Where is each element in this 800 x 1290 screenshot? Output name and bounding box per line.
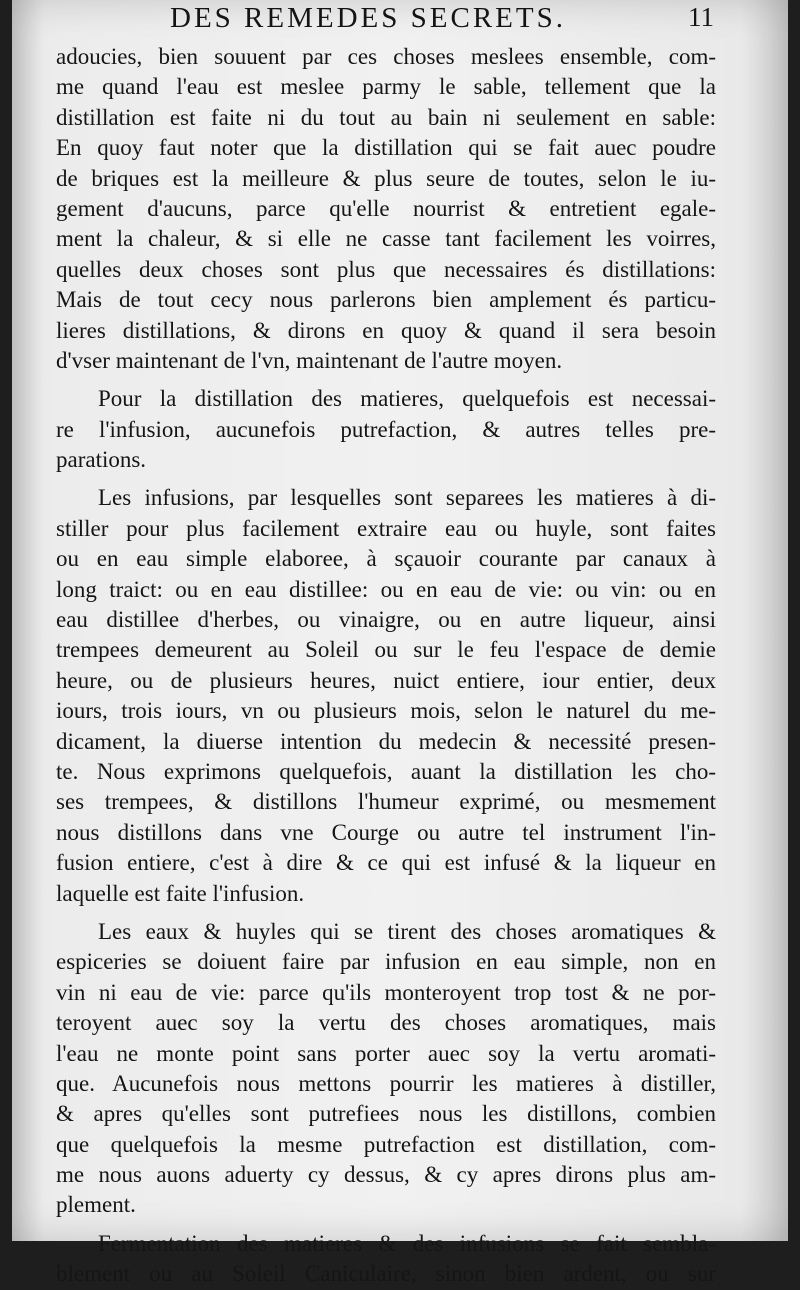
text-line: vin ni eau de vie: parce qu'ils monteroyent trop tost & ne por-: [56, 979, 716, 1005]
text-line: En quoy faut noter que la distillation qui se fait auec poudre: [56, 135, 716, 161]
page-number: 11: [688, 2, 714, 32]
text-line: ou en eau simple elaboree, à sçauoir courante par canaux à: [56, 546, 716, 572]
text-line: Fermentation des matieres & des infusions se fait sembla-: [98, 1230, 716, 1256]
paragraph: [56, 483, 716, 908]
text-line: iours, trois iours, vn ou plusieurs mois, selon le naturel du me-: [56, 698, 716, 724]
paragraph: [56, 42, 716, 376]
text-line: plement.: [56, 1192, 136, 1218]
text-line: te. Nous exprimons quelquefois, auant la distillation les cho-: [56, 758, 716, 784]
book-page: [12, 0, 788, 1287]
text-line: l'eau ne monte point sans porter auec soy la vertu aromati-: [56, 1040, 716, 1066]
text-line: parations.: [56, 447, 147, 473]
paragraph-gap: [56, 376, 716, 384]
text-line: adoucies, bien souuent par ces choses meslees ensemble, com-: [56, 44, 716, 69]
text-line: long traict: ou en eau distillee: ou en eau de vie: ou vin: ou en: [56, 576, 716, 602]
text-line: espiceries se doiuent faire par infusion en eau simple, non en: [56, 949, 716, 975]
text-line: fusion entiere, c'est à dire & ce qui est infusé & la liqueur en: [56, 850, 716, 876]
text-line: trempees demeurent au Soleil ou sur le feu l'espace de demie: [56, 637, 716, 663]
text-line: Pour la distillation des matieres, quelquefois est necessai-: [98, 386, 716, 412]
paragraph: [56, 917, 716, 1221]
text-line: Mais de tout cecy nous parlerons bien amplement és particu-: [56, 287, 716, 313]
text-line: heure, ou de plusieurs heures, nuict entiere, iour entier, deux: [56, 667, 716, 693]
paragraph-gap: [56, 909, 716, 917]
text-line: quelles deux choses sont plus que necessaires és distillations:: [56, 256, 716, 282]
text-line: me quand l'eau est meslee parmy le sable, tellement que la: [56, 74, 716, 100]
page-header: [12, 2, 788, 38]
text-line: Les infusions, par lesquelles sont separees les matieres à di-: [98, 485, 716, 511]
text-line: teroyent auec soy la vertu des choses aromatiques, mais: [56, 1010, 716, 1036]
text-line: nous distillons dans vne Courge ou autre tel instrument l'in-: [56, 819, 716, 845]
text-line: ses trempees, & distillons l'humeur exprimé, ou mesmement: [56, 789, 716, 815]
paragraph-gap: [56, 475, 716, 483]
text-line: & apres qu'elles sont putrefiees nous les distillons, combien: [56, 1101, 716, 1127]
text-line: re l'infusion, aucunefois putrefaction, & autres telles pre-: [56, 416, 716, 442]
text-line: ment la chaleur, & si elle ne casse tant facilement les voirres,: [56, 226, 716, 252]
text-line: blement ou au Soleil Caniculaire, sinon bien ardent, ou sur: [56, 1261, 716, 1287]
text-line: distillation est faite ni du tout au bain ni seulement en sable:: [56, 104, 716, 130]
text-line: lieres distillations, & dirons en quoy & quand il sera besoin: [56, 317, 716, 343]
text-line: stiller pour plus facilement extraire eau ou huyle, sont faites: [56, 515, 716, 541]
text-line: que. Aucunefois nous mettons pourrir les matieres à distiller,: [56, 1070, 716, 1096]
text-line: laquelle est faite l'infusion.: [56, 880, 305, 906]
paragraph: [56, 1229, 716, 1290]
text-line: eau distillee d'herbes, ou vinaigre, ou en autre liqueur, ainsi: [56, 607, 716, 633]
text-line: me nous auons aduerty cy dessus, & cy apres dirons plus am-: [56, 1162, 716, 1188]
running-head: DES REMEDES SECRETS.: [170, 2, 566, 34]
text-line: dicament, la diuerse intention du medecin & necessité presen-: [56, 728, 716, 754]
text-line: que quelquefois la mesme putrefaction est distillation, com-: [56, 1131, 716, 1157]
text-line: Les eaux & huyles qui se tirent des choses aromatiques &: [98, 918, 716, 944]
text-line: de briques est la meilleure & plus seure de toutes, selon le iu-: [56, 165, 716, 191]
paragraph: [56, 384, 716, 475]
paragraph-gap: [56, 1221, 716, 1229]
text-line: d'vser maintenant de l'vn, maintenant de l'autre moyen.: [56, 347, 563, 373]
text-line: gement d'aucuns, parce qu'elle nourrist & entretient egale-: [56, 195, 716, 221]
body-text: [56, 42, 716, 1290]
